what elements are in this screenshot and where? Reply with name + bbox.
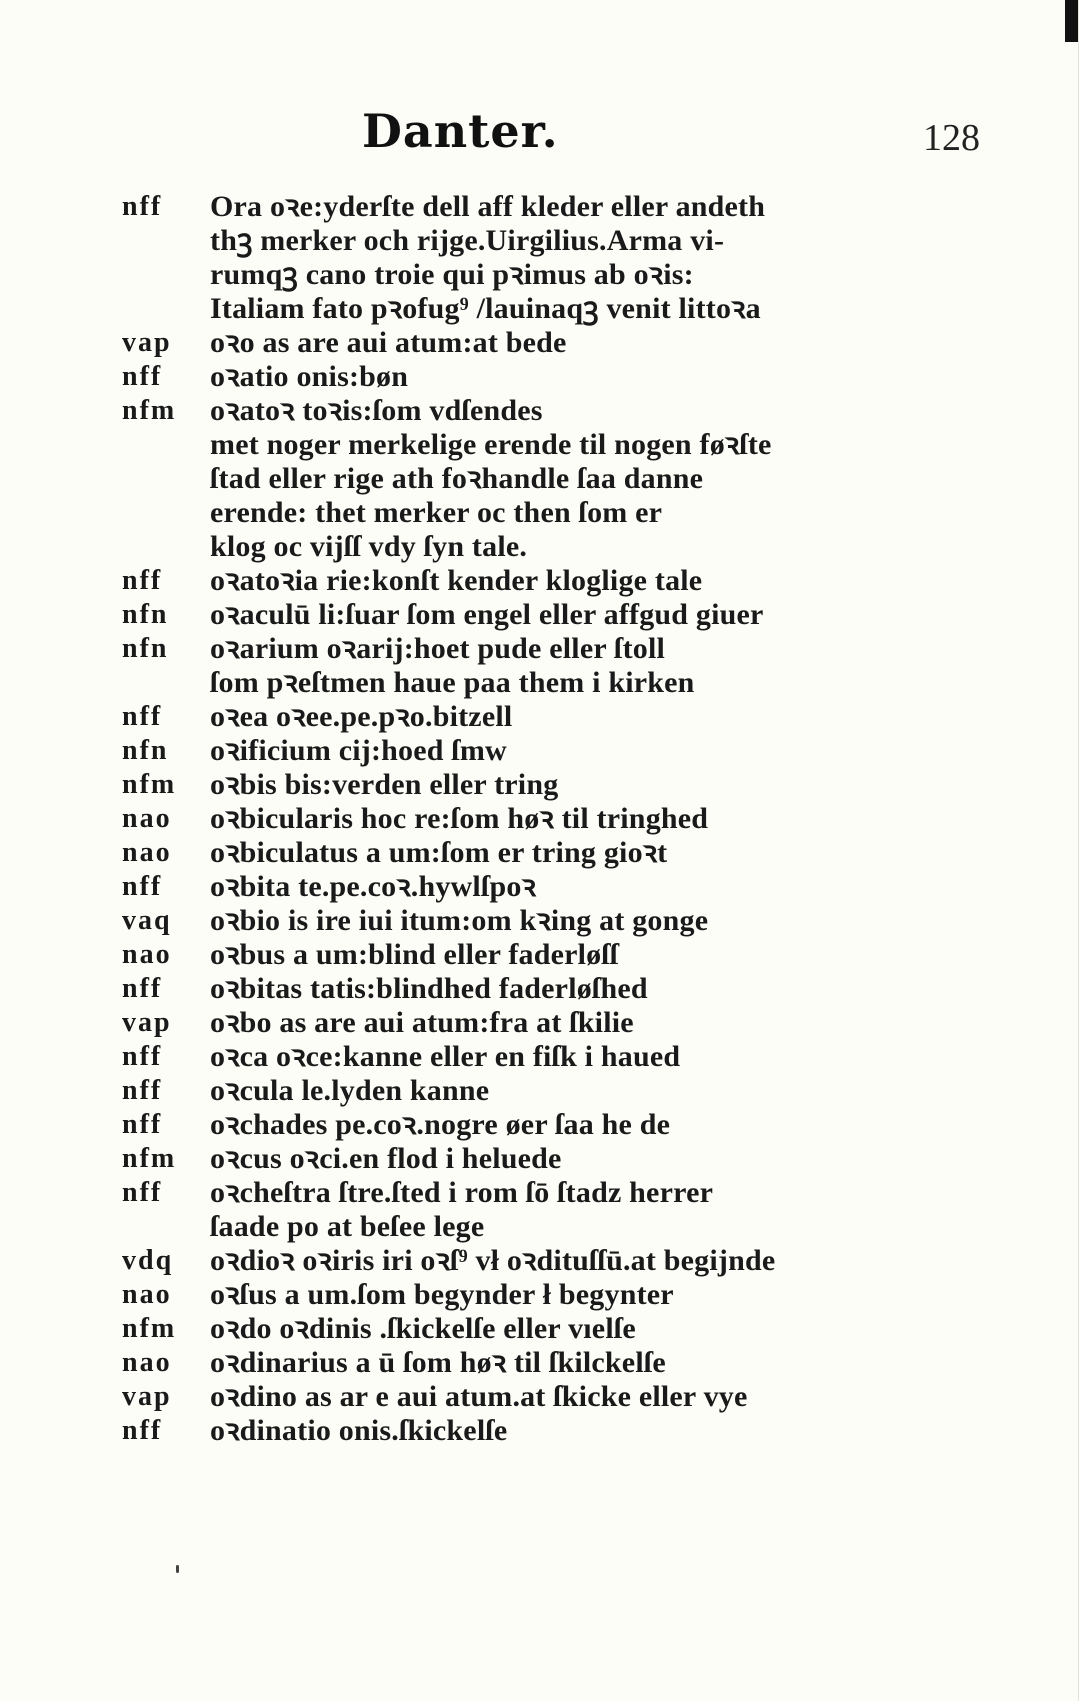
entry-text: rumqꝫ cano troie qui pꝛimus ab oꝛis:	[210, 258, 694, 291]
entry-text: oꝛatoꝛ toꝛis:ſom vdſendes	[210, 394, 543, 427]
entry-text: met noger merkelige erende til nogen føꝛſte	[210, 428, 772, 461]
entry-grammar-code: nao	[122, 1279, 172, 1310]
entry-grammar-code: nff	[122, 1075, 163, 1106]
entry-grammar-code: vap	[122, 1381, 172, 1412]
entry-text: oꝛcula le.lyden kanne	[210, 1074, 490, 1107]
entry-grammar-code: nfn	[122, 633, 169, 664]
entry-grammar-code: nao	[122, 939, 172, 970]
entry-grammar-code: nfm	[122, 1313, 177, 1344]
entry-grammar-code: nff	[122, 1415, 163, 1446]
entry-text: oꝛca oꝛce:kanne eller en fiſk i haued	[210, 1040, 681, 1073]
entry-grammar-code: nff	[122, 1109, 163, 1140]
entry-text: oꝛſus a um.ſom begynder ł begynter	[210, 1278, 674, 1311]
entry-grammar-code: vap	[122, 327, 172, 358]
entry-grammar-code: nfm	[122, 1143, 177, 1174]
entry-text: oꝛatoꝛia rie:konſt kender kloglige tale	[210, 564, 703, 597]
entry-text: oꝛcheſtra ſtre.ſted i rom ſō ſtadz herrer	[210, 1176, 714, 1209]
ink-speck	[176, 1565, 179, 1573]
entry-text: oꝛbita te.pe.coꝛ.hywlſpoꝛ	[210, 870, 536, 903]
entry-text: oꝛbiculatus a um:ſom er tring gioꝛt	[210, 836, 668, 869]
entry-text: Ora oꝛe:yderſte dell aff kleder eller andeth	[210, 190, 766, 223]
entry-grammar-code: nfm	[122, 395, 177, 426]
entry-grammar-code: nff	[122, 1177, 163, 1208]
page-edge-mark	[1065, 0, 1078, 42]
entry-grammar-code: nfn	[122, 599, 169, 630]
entry-grammar-code: nff	[122, 701, 163, 732]
entry-grammar-code: nao	[122, 837, 172, 868]
entry-text: oꝛatio onis:bøn	[210, 360, 409, 393]
entry-text: oꝛdioꝛ oꝛiris iri oꝛſ⁹ vł oꝛdituſſū.at begijnde	[210, 1244, 776, 1277]
entry-text: oꝛdino as ar e aui atum.at ſkicke eller vye	[210, 1380, 748, 1413]
entry-text: oꝛificium cij:hoed ſmw	[210, 734, 507, 767]
entry-grammar-code: nff	[122, 1041, 163, 1072]
entry-text: oꝛarium oꝛarij:hoet pude eller ſtoll	[210, 632, 666, 665]
entry-text: oꝛbitas tatis:blindhed faderløſhed	[210, 972, 648, 1005]
entry-text: oꝛchades pe.coꝛ.nogre øer ſaa he de	[210, 1108, 671, 1141]
entry-text: oꝛbo as are aui atum:fra at ſkilie	[210, 1006, 634, 1039]
entry-text: oꝛdinarius a ū ſom høꝛ til ſkilckelſe	[210, 1346, 666, 1379]
entry-text: oꝛbio is ire iui itum:om kꝛing at gonge	[210, 904, 709, 937]
entry-text: ſtad eller rige ath foꝛhandle ſaa danne	[210, 462, 704, 495]
entry-grammar-code: nao	[122, 1347, 172, 1378]
entry-grammar-code: nff	[122, 973, 163, 1004]
running-header: Danter.	[362, 104, 559, 158]
entry-grammar-code: nfm	[122, 769, 177, 800]
entry-grammar-code: nao	[122, 803, 172, 834]
entry-text: oꝛaculū li:ſuar ſom engel eller affgud giuer	[210, 598, 764, 631]
entry-grammar-code: nfn	[122, 735, 169, 766]
entry-text: thꝫ merker och rijge.Uirgilius.Arma vi-	[210, 224, 725, 257]
entry-text: oꝛcus oꝛci.en flod i heluede	[210, 1142, 562, 1175]
entry-grammar-code: vaq	[122, 905, 172, 936]
entry-text: oꝛo as are aui atum:at bede	[210, 326, 567, 359]
entry-grammar-code: vdq	[122, 1245, 174, 1276]
entry-text: Italiam fato pꝛofug⁹ /lauinaqꝫ venit littoꝛa	[210, 292, 761, 325]
page-number: 128	[923, 117, 980, 159]
entry-text: erende: thet merker oc then ſom er	[210, 496, 663, 529]
entry-text: oꝛea oꝛee.pe.pꝛo.bitzell	[210, 700, 513, 733]
entry-text: ſom pꝛeſtmen haue paa them i kirken	[210, 666, 695, 699]
entry-text: oꝛdo oꝛdinis .ſkickelſe eller vıelſe	[210, 1312, 636, 1345]
entry-text: klog oc vijſſ vdy ſyn tale.	[210, 530, 528, 563]
entry-text: oꝛbicularis hoc re:ſom høꝛ til tringhed	[210, 802, 709, 835]
entry-grammar-code: nff	[122, 361, 163, 392]
entry-grammar-code: nff	[122, 565, 163, 596]
entry-text: oꝛbus a um:blind eller faderløſſ	[210, 938, 619, 971]
entry-text: oꝛbis bis:verden eller tring	[210, 768, 559, 801]
entry-grammar-code: vap	[122, 1007, 172, 1038]
entry-grammar-code: nff	[122, 871, 163, 902]
entry-text: oꝛdinatio onis.ſkickelſe	[210, 1414, 508, 1447]
entry-text: ſaade po at beſee lege	[210, 1210, 485, 1243]
entry-grammar-code: nff	[122, 191, 163, 222]
